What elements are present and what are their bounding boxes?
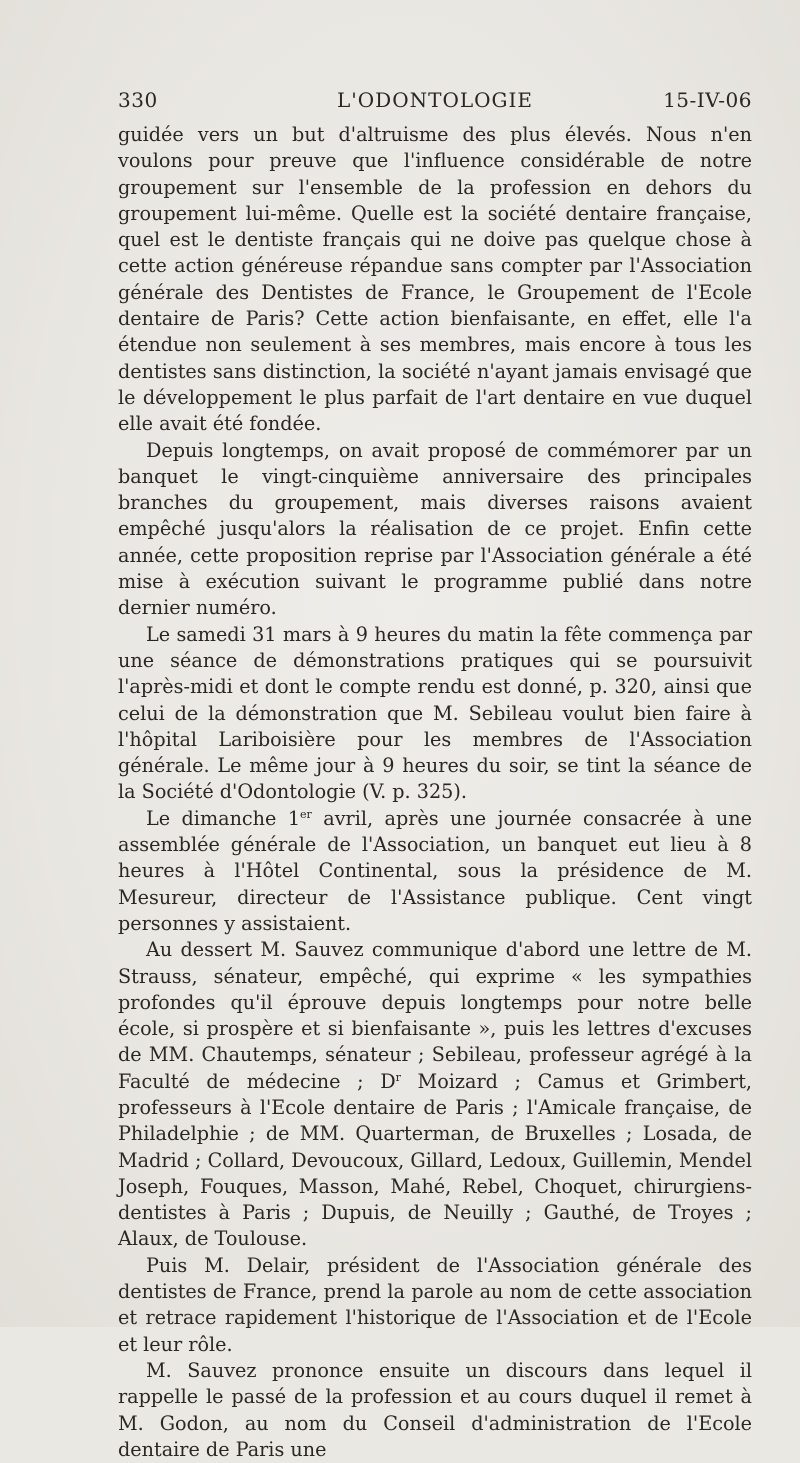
paragraph-3: Le samedi 31 mars à 9 heures du matin la fête commença par une séance de démonstrations pratiques qui se poursuivit l'après-midi et dont le compte rendu est donné, p. 320, ainsi que celui de la démonstration que M. Sebileau voulut bien faire à l'hôpital Lariboisière pour les membres de l'Association générale. Le même jour à 9 heures du soir, se tint la séance de la Société d'Odontologie (V. p. 325). [118,622,752,804]
paragraph-4-rest: avril, après une journée consacrée à une assemblée générale de l'Association, un banquet eut lieu à 8 heures à l'Hôtel Continental, sous la présidence de M. Mesureur, directeur de l'Assistance publique. Cent vingt personnes y assistaient. [118,806,752,935]
paragraph-5 [118,937,752,1253]
paragraph-5-start: Au dessert M. Sauvez communique d'abord une lettre de M. Strauss, sénateur, empêché, qui exprime « les sympathies profondes qu'il éprouve depuis longtemps pour notre belle école, si prospère et si bienfaisante », puis les lettres d'excuses de MM. Chautemps, sénateur ; Sebileau, professeur agrégé à la Faculté de médecine ; D [118,938,752,1093]
paragraph-6: Puis M. Delair, président de l'Association générale des dentistes de France, prend la parole au nom de cette association et retrace rapidement l'historique de l'Association et de l'Ecole et leur rôle. [118,1253,752,1356]
journal-title: L'ODONTOLOGIE [337,88,533,112]
issue-date: 15-IV-06 [663,88,752,112]
paragraph-1: guidée vers un but d'altruisme des plus élevés. Nous n'en voulons pour preuve que l'influence considérable de notre groupement sur l'ensemble de la profession en dehors du groupement lui-même. Quelle est la société dentaire française, quel est le dentiste français qui ne doive pas quelque chose à cette action généreuse répandue sans compter par l'Association générale des Dentistes de France, le Groupement de l'Ecole dentaire de Paris? Cette action bienfaisante, en effet, elle l'a étendue non seulement à ses membres, mais encore à tous les dentistes sans distinction, la société n'ayant jamais envisagé que le développement le plus parfait de l'art dentaire en vue duquel elle avait été fondée. [118,123,752,436]
doctor-superscript: r [395,1070,401,1084]
paragraph-5-rest: Moizard ; Camus et Grimbert, professeurs à l'Ecole dentaire de Paris ; l'Amicale française, de Philadelphie ; de MM. Quarterman, de Bruxelles ; Losada, de Madrid ; Collard, Devoucoux, Gillard, Ledoux, Guillemin, Mendel Joseph, Fouques, Masson, Mahé, Rebel, Choquet, chirurgiens-dentistes à Paris ; Dupuis, de Neuilly ; Gauthé, de Troyes ; Alaux, de Toulouse. [118,1069,753,1251]
running-header [118,84,752,118]
paragraph-4 [118,806,752,937]
paragraph-7: M. Sauvez prononce ensuite un discours dans lequel il rappelle le passé de la profession et au cours duquel il remet à M. Godon, au nom du Conseil d'administration de l'Ecole dentaire de Paris une [118,1358,752,1461]
paragraph-2: Depuis longtemps, on avait proposé de commémorer par un banquet le vingt-cinquième anniversaire des principales branches du groupement, mais diverses raisons avaient empêché jusqu'alors la réalisation de ce projet. Enfin cette année, cette proposition reprise par l'Association générale a été mise à exécution suivant le programme publié dans notre dernier numéro. [118,438,752,620]
paragraph-4-start: Le dimanche 1 [146,806,301,830]
body-text [118,122,752,1463]
page-number: 330 [118,88,158,112]
ordinal-superscript: er [300,807,312,821]
